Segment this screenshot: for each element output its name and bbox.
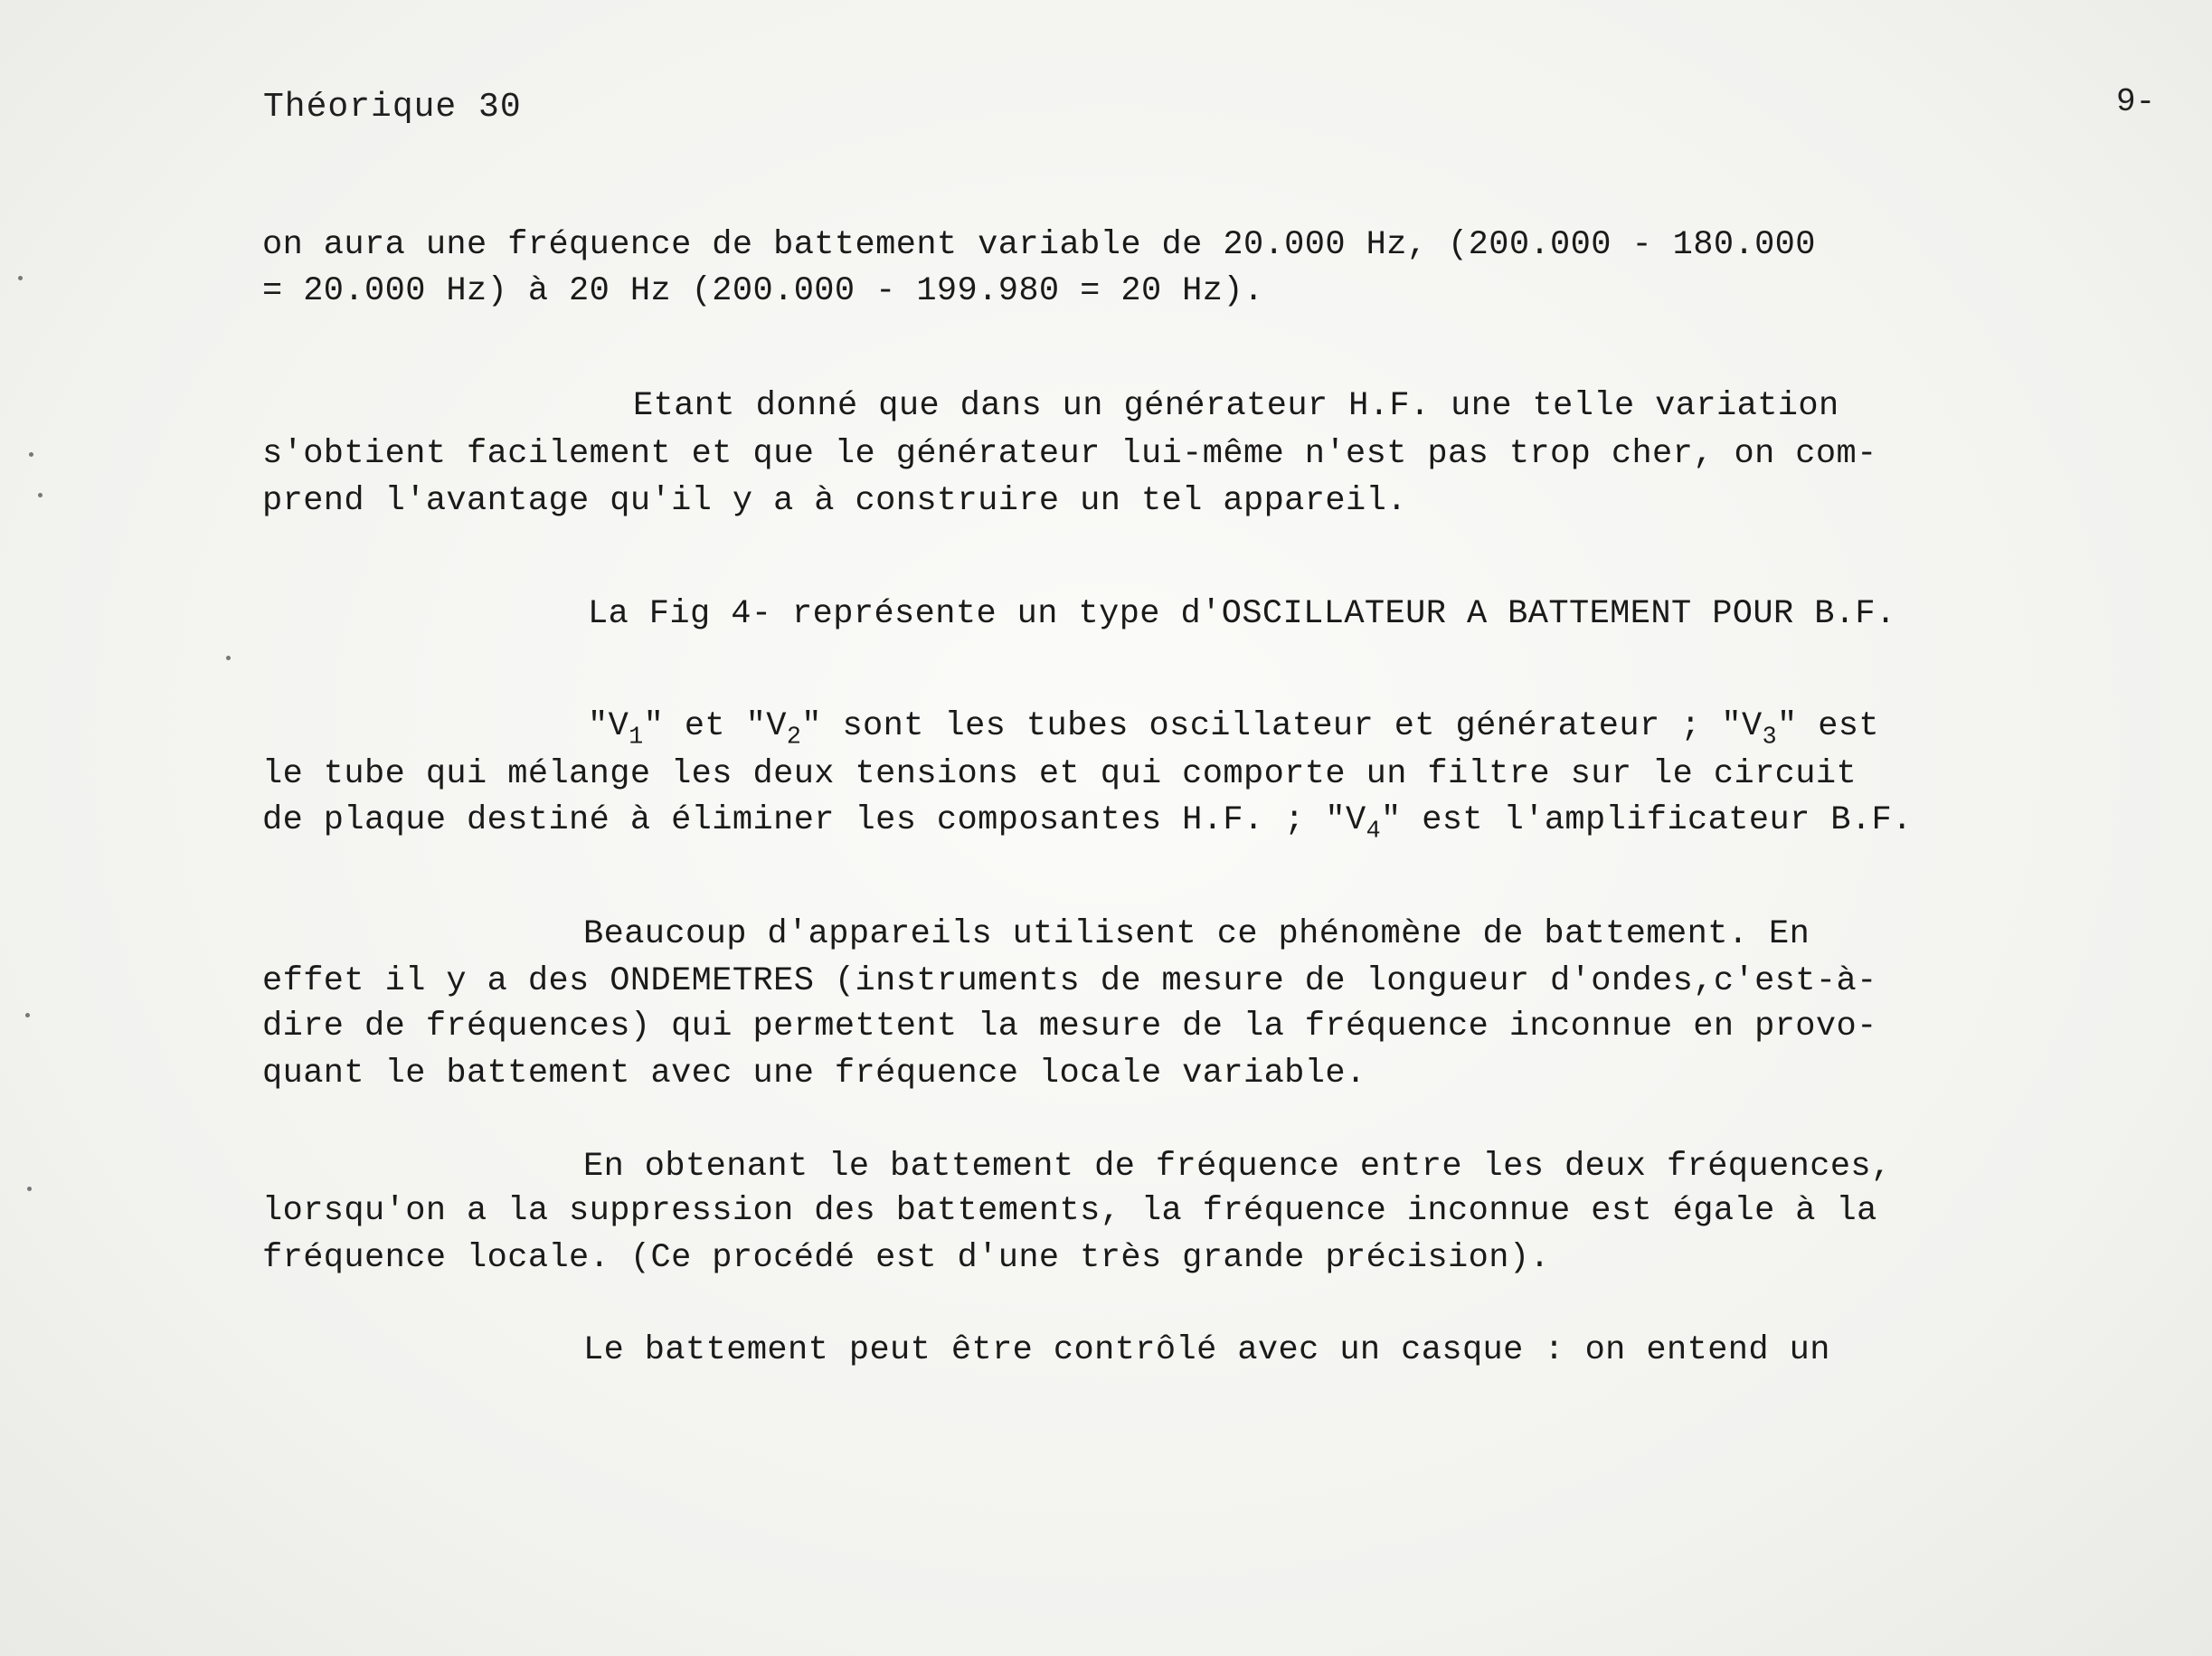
- scan-speck: [27, 1187, 32, 1191]
- paragraph-2-line-1: Etant donné que dans un générateur H.F. une telle variation: [633, 387, 1839, 425]
- paragraph-1-line-2: = 20.000 Hz) à 20 Hz (200.000 - 199.980 = 20 Hz).: [262, 272, 1264, 310]
- text-run: " et "V: [643, 707, 787, 745]
- paragraph-2-line-3: prend l'avantage qu'il y a à construire un tel appareil.: [262, 482, 1407, 520]
- page-number: 9-: [2116, 83, 2156, 120]
- paragraph-4-line-1: [588, 707, 1880, 751]
- paragraph-1-line-1: on aura une fréquence de battement variable de 20.000 Hz, (200.000 - 180.000: [262, 226, 1816, 264]
- scan-speck: [18, 276, 23, 280]
- paragraph-4-line-3: [262, 801, 1913, 845]
- text-run: " est l'amplificateur B.F.: [1381, 801, 1913, 839]
- scan-speck: [38, 493, 43, 497]
- subscript: 1: [629, 723, 644, 751]
- paragraph-2-line-2: s'obtient facilement et que le générateur lui-même n'est pas trop cher, on com-: [262, 435, 1877, 473]
- paragraph-5-line-1: Beaucoup d'appareils utilisent ce phénomène de battement. En: [583, 915, 1810, 953]
- paragraph-5-line-4: quant le battement avec une fréquence locale variable.: [262, 1055, 1366, 1093]
- paragraph-5-line-3: dire de fréquences) qui permettent la mesure de la fréquence inconnue en provo-: [262, 1008, 1877, 1046]
- text-run: " sont les tubes oscillateur et générateur ; "V: [801, 707, 1763, 745]
- paragraph-7-line-1: Le battement peut être contrôlé avec un casque : on entend un: [583, 1331, 1830, 1369]
- subscript: 2: [786, 723, 802, 751]
- text-run: "V: [588, 707, 629, 745]
- page-header-title: Théorique 30: [263, 88, 522, 127]
- paragraph-5-line-2: effet il y a des ONDEMETRES (instruments de mesure de longueur d'ondes,c'est-à-: [262, 962, 1877, 1000]
- subscript: 4: [1366, 817, 1381, 845]
- text-run: de plaque destiné à éliminer les composantes H.F. ; "V: [262, 801, 1366, 839]
- paragraph-4-line-2: le tube qui mélange les deux tensions et qui comporte un filtre sur le circuit: [262, 755, 1858, 793]
- scan-speck: [226, 656, 231, 660]
- scan-speck: [29, 452, 33, 457]
- paragraph-3-line-1: La Fig 4- représente un type d'OSCILLATEUR A BATTEMENT POUR B.F.: [588, 595, 1896, 633]
- paragraph-6-line-2: lorsqu'on a la suppression des battements, la fréquence inconnue est égale à la: [262, 1192, 1877, 1230]
- subscript: 3: [1762, 723, 1777, 751]
- scan-speck: [25, 1013, 30, 1017]
- paragraph-6-line-1: En obtenant le battement de fréquence entre les deux fréquences,: [583, 1148, 1892, 1186]
- text-run: " est: [1777, 707, 1880, 745]
- paragraph-6-line-3: fréquence locale. (Ce procédé est d'une très grande précision).: [262, 1239, 1551, 1277]
